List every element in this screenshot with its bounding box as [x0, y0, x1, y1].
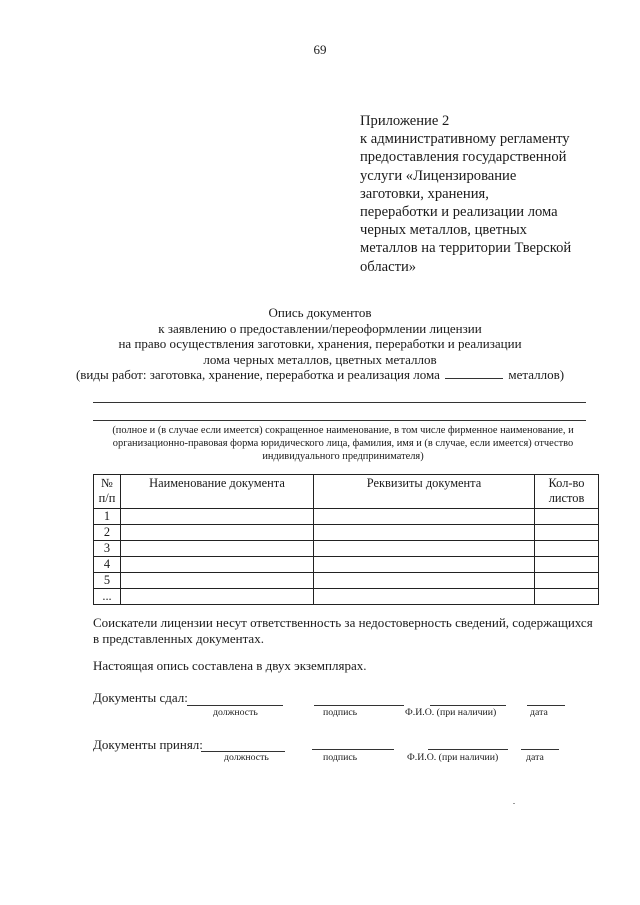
header-document-name: Наименование документа — [121, 475, 314, 509]
row-number: 4 — [94, 557, 121, 573]
title-line: к заявлению о предоставлении/переоформлении лицензии — [158, 320, 482, 336]
table-row — [94, 509, 599, 525]
row-number: 3 — [94, 541, 121, 557]
table-header-row — [94, 475, 599, 509]
table-row — [94, 573, 599, 589]
document-name-cell[interactable] — [121, 557, 314, 573]
sheet-count-cell[interactable] — [535, 541, 599, 557]
requisites-cell[interactable] — [314, 589, 535, 605]
title-line: на право осуществления заготовки, хранения, переработки и реализации — [118, 336, 522, 352]
received-date-line[interactable] — [521, 749, 559, 750]
work-types-line — [0, 367, 640, 383]
received-signature-caption: подпись — [323, 752, 358, 763]
appendix-line: Приложение 2 — [360, 113, 450, 129]
received-name-line[interactable] — [428, 749, 508, 750]
submitted-date-line[interactable] — [527, 705, 565, 706]
table-row — [94, 557, 599, 573]
requisites-cell[interactable] — [314, 525, 535, 541]
appendix-line: услуги «Лицензирование — [360, 167, 517, 184]
metal-type-blank[interactable] — [445, 368, 503, 379]
submitted-signature-line[interactable] — [314, 705, 404, 706]
submitted-signature-caption: подпись — [323, 707, 358, 718]
sheet-count-cell[interactable] — [535, 589, 599, 605]
page-number: 69 — [313, 42, 327, 57]
row-number: 1 — [94, 509, 121, 525]
received-name-caption: Ф.И.О. (при наличии) — [407, 752, 499, 763]
header-number: № п/п — [94, 475, 121, 509]
table-row — [94, 589, 599, 605]
requisites-cell[interactable] — [314, 509, 535, 525]
document-title — [0, 305, 640, 383]
appendix-header — [360, 112, 600, 276]
caption-line: организационно-правовая форма юридического лица, фамилия, имя и (в случае, если имеется) отчество — [112, 438, 574, 449]
submitted-date-caption: дата — [530, 707, 548, 718]
scan-speck — [513, 803, 515, 804]
appendix-line: предоставления государственной — [360, 149, 567, 166]
row-number: 5 — [94, 573, 121, 589]
applicant-name-line[interactable] — [93, 402, 586, 403]
requisites-cell[interactable] — [314, 573, 535, 589]
received-position-caption: должность — [224, 752, 269, 763]
sheet-count-cell[interactable] — [535, 557, 599, 573]
submitted-label: Документы сдал: — [93, 690, 188, 705]
table-row — [94, 541, 599, 557]
sheet-count-cell[interactable] — [535, 525, 599, 541]
sheet-count-cell[interactable] — [535, 509, 599, 525]
header-requisites: Реквизиты документа — [314, 475, 535, 509]
note-line: Соискатели лицензии несут ответственность за недостоверность сведений, содержащихся — [93, 615, 593, 630]
document-name-cell[interactable] — [121, 509, 314, 525]
received-signature-line[interactable] — [312, 749, 394, 750]
submitted-name-line[interactable] — [430, 705, 506, 706]
table-row — [94, 525, 599, 541]
requisites-cell[interactable] — [314, 557, 535, 573]
note-line: в представленных документах. — [93, 631, 264, 646]
appendix-line: к административному регламенту — [360, 131, 570, 148]
received-date-caption: дата — [526, 752, 544, 763]
document-name-cell[interactable] — [121, 525, 314, 541]
title-line: Опись документов — [268, 305, 372, 320]
appendix-line: черных металлов, цветных — [360, 222, 527, 239]
appendix-line: заготовки, хранения, — [360, 185, 489, 202]
work-types-suffix: металлов) — [508, 367, 565, 383]
row-number: ... — [94, 589, 121, 605]
caption-line: (полное и (в случае если имеется) сокращенное наименование, в том числе фирменное наименование, и — [112, 425, 574, 436]
row-number: 2 — [94, 525, 121, 541]
appendix-line: переработки и реализации лома — [360, 204, 558, 221]
applicant-caption — [93, 424, 593, 463]
received-label: Документы принял: — [93, 737, 203, 752]
documents-table — [93, 474, 599, 605]
requisites-cell[interactable] — [314, 541, 535, 557]
header-sheet-count: Кол-во листов — [535, 475, 599, 509]
document-name-cell[interactable] — [121, 589, 314, 605]
document-name-cell[interactable] — [121, 541, 314, 557]
copies-statement: Настоящая опись составлена в двух экземплярах. — [93, 658, 367, 673]
submitted-name-caption: Ф.И.О. (при наличии) — [405, 707, 497, 718]
appendix-line: области» — [360, 258, 417, 275]
submitted-position-line[interactable] — [187, 705, 283, 706]
submitted-position-caption: должность — [213, 707, 258, 718]
document-name-cell[interactable] — [121, 573, 314, 589]
appendix-line: металлов на территории Тверской — [360, 240, 572, 257]
caption-line: индивидуального предпринимателя) — [262, 451, 424, 462]
responsibility-note — [93, 615, 598, 647]
work-types-text: (виды работ: заготовка, хранение, переработка и реализация лома — [75, 367, 440, 383]
sheet-count-cell[interactable] — [535, 573, 599, 589]
applicant-name-line-2[interactable] — [93, 420, 586, 421]
title-line: лома черных металлов, цветных металлов — [203, 351, 437, 367]
